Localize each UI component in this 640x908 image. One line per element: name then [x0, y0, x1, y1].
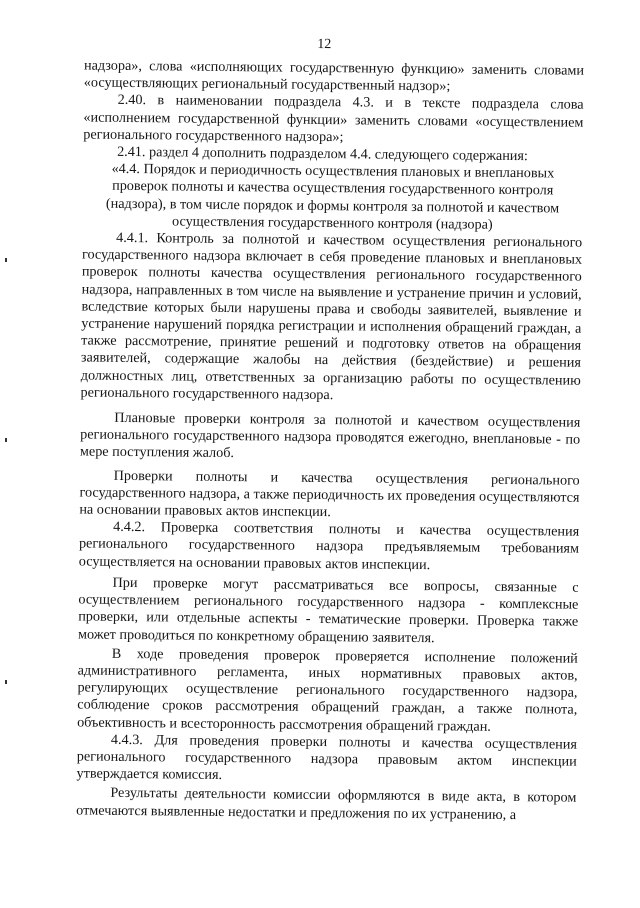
paragraph: надзора», слова «исполняющих государственную функцию» заменить словами «осуществляющих региональный государственный надзор»; [83, 57, 585, 95]
paragraph: Проверки полноты и качества осуществления регионального государственного надзора, а также периодичность их проведения осуществляются на основании правовых актов инспекции. [79, 467, 580, 521]
paragraph: При проверке могут рассматриваться все вопросы, связанные с осуществлением регионального государственного надзора - комплексные проверки, или отдельные аспекты - тематические проверки. Проверка также может проводиться по конкретному обращению заявителя. [77, 574, 579, 646]
paragraph: В ходе проведения проверок проверяется исполнение положений административного регламента, иных нормативных правовых актов, регулирующих осуществление регионального государственного надзора, соблюдение сроков рассмотрения обращений граждан, а также полнота, объективность и всесторонность рассмотрения обращений граждан. [77, 645, 578, 735]
subsection-heading: «4.4. Порядок и периодичность осуществления плановых и внеплановых проверок полноты и качества осуществления государственного контроля (надзора), в том числе порядок и формы контроля за полнотой и качеством осуществления государственного контроля (надзора) [105, 161, 560, 233]
scan-mark [5, 438, 7, 442]
paragraph: 4.4.1. Контроль за полнотой и качеством осуществления регионального государственного надзора включает в себя проведение плановых и внеплановых проверок полноты качества осуществления регионального государственного надзора, направленных в том числе на выявление и устранение причин и условий, вследствие которых были нарушены права и свободы заявителей, выявление и устранение нарушений порядка регистрации и исполнения обращений граждан, а также рассмотрение, принятие решений и подготовку ответов на обращения заявителей, содержащие жалобы на действия (бездействие) и решения должностных лиц, ответственных за организацию работы по осуществлению регионального государственного надзора. [80, 229, 583, 403]
paragraph: 2.40. в наименовании подраздела 4.3. и в тексте подраздела слова «исполнением государственной функции» заменить словами «осуществлением регионального государственного надзора»; [83, 92, 584, 146]
scan-mark [5, 680, 7, 684]
paragraph: 4.4.2. Проверка соответствия полноты и качества осуществления регионального государственного надзора предъявляемым требованиям осуществляется на основании правовых актов инспекции. [78, 519, 580, 573]
document-body [76, 58, 584, 825]
paragraph: 2.41. раздел 4 дополнить подразделом 4.4. следующего содержания: [117, 143, 528, 165]
paragraph: Плановые проверки контроля за полнотой и качеством осуществления регионального государственного надзора проводятся ежегодно, внеплановые - по мере поступления жалоб. [79, 409, 581, 462]
page-number: 12 [317, 36, 332, 53]
paragraph: 4.4.3. Для проведения проверки полноты и качества осуществления регионального государственного надзора правовым актом инспекции утверждается комиссия. [76, 731, 578, 784]
paragraph: Результаты деятельности комиссии оформляются в виде акта, в котором отмечаются выявленные недостатки и предложения по их устранению, а [76, 785, 577, 823]
scan-mark [5, 258, 7, 262]
